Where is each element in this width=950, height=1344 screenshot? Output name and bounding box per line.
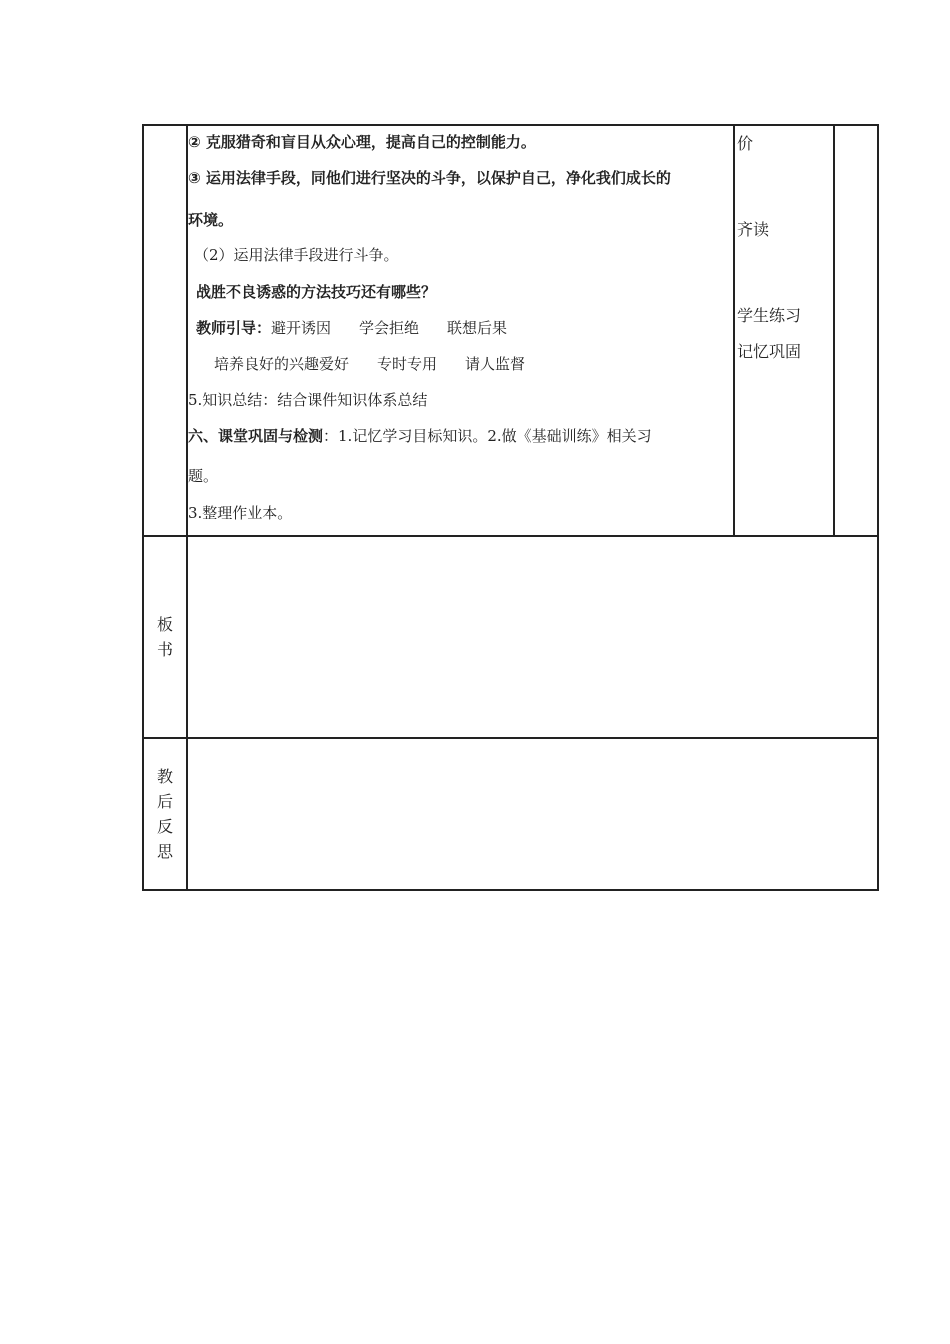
content-line-4: （2）运用法律手段进行斗争。 bbox=[194, 246, 399, 264]
content-line-3: 环境。 bbox=[188, 211, 234, 229]
notes-cell bbox=[834, 125, 878, 536]
activity-4: 记忆巩固 bbox=[737, 342, 802, 361]
content-line-10: 题。 bbox=[188, 467, 219, 485]
content-line-9: 六、课堂巩固与检测：1.记忆学习目标知识。2.做《基础训练》相关习 bbox=[188, 427, 652, 445]
reflection-row bbox=[143, 738, 878, 890]
activity-2: 齐读 bbox=[737, 220, 770, 239]
content-line-2: ③ 运用法律手段，同他们进行坚决的斗争，以保护自己，净化我们成长的 bbox=[188, 169, 671, 187]
board-row bbox=[143, 536, 878, 738]
section-six-label: 六、课堂巩固与检测 bbox=[188, 427, 324, 445]
teacher-guide-label: 教师引导： bbox=[196, 319, 272, 337]
activity-cell bbox=[734, 125, 834, 536]
content-line-8: 5.知识总结：结合课件知识体系总结 bbox=[188, 391, 428, 409]
board-content bbox=[187, 536, 878, 738]
content-line-5: 战胜不良诱惑的方法技巧还有哪些？ bbox=[196, 283, 437, 301]
content-line-7: 培养良好的兴趣爱好 专时专用 请人监督 bbox=[214, 355, 526, 373]
activity-3: 学生练习 bbox=[737, 306, 802, 325]
content-line-6: 教师引导：避开诱因 学会拒绝 联想后果 bbox=[196, 319, 508, 337]
content-line-1: ② 克服猎奇和盲目从众心理，提高自己的控制能力。 bbox=[188, 133, 536, 151]
reflection-label: 教 后 反 思 bbox=[143, 738, 187, 890]
board-label: 板 书 bbox=[143, 536, 187, 738]
process-content-cell bbox=[187, 125, 734, 536]
reflection-content bbox=[187, 738, 878, 890]
process-label-cell bbox=[143, 125, 187, 536]
content-line-11: 3.整理作业本。 bbox=[188, 504, 293, 522]
process-row bbox=[143, 125, 878, 536]
activity-1: 价 bbox=[737, 134, 754, 153]
lesson-plan-table bbox=[142, 124, 879, 891]
